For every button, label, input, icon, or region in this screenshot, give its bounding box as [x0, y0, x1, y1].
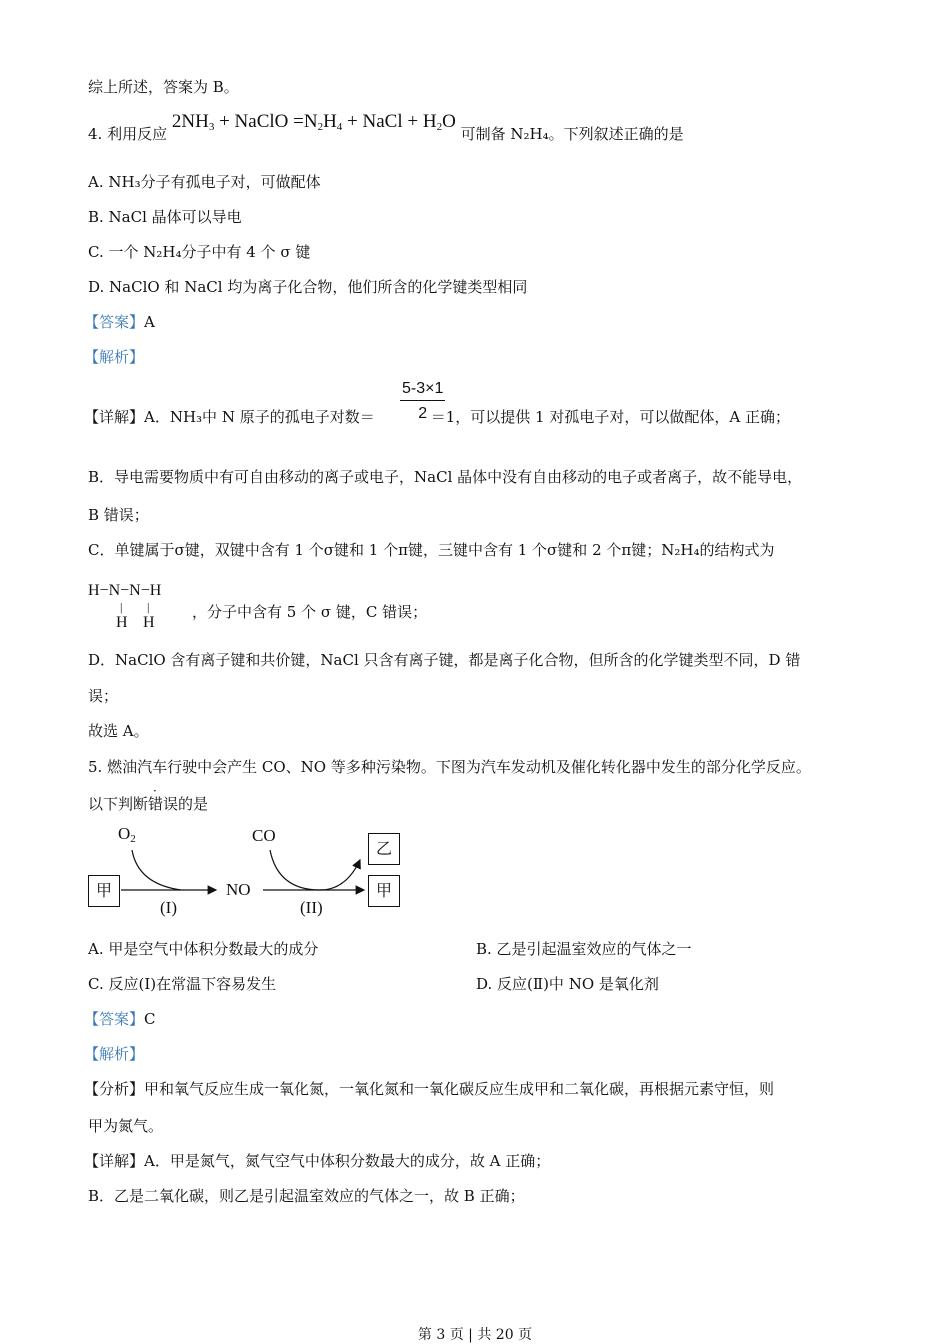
answer-value: C [144, 1010, 156, 1028]
q4-detail-d-2: 误； [88, 687, 119, 705]
stem-post: 的是 [178, 795, 209, 813]
no-label: NO [226, 880, 251, 899]
structure-h-2: H [143, 614, 155, 631]
q4-prefix: 4. 利用反应 [88, 125, 168, 143]
diagram-arrows [88, 822, 408, 922]
o2-text: O [118, 824, 131, 843]
structure-bond-1: | [120, 600, 123, 614]
q5-stem-1: 5. 燃油汽车行驶中会产生 CO、NO 等多种污染物。下图为汽车发动机及催化转化器中发生的部分化学反应。 [88, 758, 811, 776]
q4-stem [88, 111, 684, 143]
eq-part: O [442, 111, 456, 132]
eq-part: 2NH [171, 111, 209, 132]
stem-emphasis: 错误 [148, 795, 179, 813]
eq-sub: 4 [336, 121, 343, 133]
stem-pre: 以下判断 [88, 795, 149, 813]
box-yi: 乙 [368, 833, 400, 865]
answer-tag: 【答案】 [84, 313, 145, 331]
box-jia-end: 甲 [368, 875, 400, 907]
detail-a-prefix: 【详解】A．NH₃中 N 原子的孤电子对数＝ [84, 408, 375, 426]
structure-top: H−N−N−H [88, 582, 162, 599]
eq-sub: 2 [436, 121, 443, 133]
structure-bond-2: | [147, 600, 150, 614]
q4-option-a: A. NH₃分子有孤电子对，可做配体 [88, 173, 321, 191]
structure-h-1: H [116, 614, 128, 631]
page-footer: 第 3 页 | 共 20 页 [417, 1327, 533, 1343]
q4-option-c: C. 一个 N₂H₄分子中有 4 个 σ 键 [88, 243, 311, 261]
fraction-numerator: 5-3×1 [400, 380, 445, 401]
q4-option-d: D. NaClO 和 NaCl 均为离子化合物，他们所含的化学键类型相同 [88, 278, 528, 296]
q4-detail-d-1: D．NaClO 含有离子键和共价键，NaCl 只含有离子键，都是离子化合物，但所含的化学键类型不同，D 错 [88, 651, 801, 669]
o2-sub: 2 [130, 833, 136, 845]
q4-detail-b-1: B．导电需要物质中有可自由移动的离子或电子，NaCl 晶体中没有自由移动的电子或者离子，故不能导电， [88, 468, 803, 486]
q4-detail-c-1: C．单键属于σ键，双键中含有 1 个σ键和 1 个π键，三键中含有 1 个σ键和 2 个π键；N₂H₄的结构式为 [88, 541, 775, 559]
q4-detail-b-2: B 错误； [88, 506, 149, 524]
q4-option-b: B. NaCl 晶体可以导电 [88, 208, 242, 226]
q5-answer [84, 1009, 156, 1029]
reaction-2-label: (II) [300, 898, 323, 917]
q5-analysis-2: 甲为氮气。 [88, 1117, 164, 1135]
co-label: CO [252, 826, 276, 845]
q4-answer [84, 312, 155, 332]
detail-a-suffix: ＝1，可以提供 1 对孤电子对，可以做配体，A 正确； [430, 408, 790, 426]
answer-value: A [144, 313, 155, 331]
q5-detail-a: 【详解】A．甲是氮气，氮气空气中体积分数最大的成分，故 A 正确； [84, 1152, 551, 1170]
box-jia-start: 甲 [88, 875, 120, 907]
q5-analysis-1: 【分析】甲和氧气反应生成一氧化氮，一氧化氮和一氧化碳反应生成甲和二氧化碳，再根据元素守恒，则 [84, 1080, 775, 1098]
eq-sub: 3 [208, 121, 215, 133]
fraction-denominator: 2 [418, 405, 428, 422]
q4-analysis-tag: 【解析】 [84, 348, 145, 366]
eq-part: + NaClO =N [214, 111, 318, 132]
fraction [400, 380, 445, 423]
q5-option-c: C. 反应(Ⅰ)在常温下容易发生 [88, 975, 277, 993]
answer-tag: 【答案】 [84, 1010, 145, 1028]
q5-stem-2 [88, 794, 208, 814]
summary-line: 综上所述，答案为 B。 [88, 78, 239, 96]
o2-label [118, 824, 136, 845]
reaction-diagram [88, 822, 408, 922]
q5-option-d: D. 反应(Ⅱ)中 NO 是氧化剂 [476, 975, 659, 993]
q4-suffix: 可制备 N₂H₄。下列叙述正确的是 [460, 125, 684, 143]
q5-detail-b: B．乙是二氧化碳，则乙是引起温室效应的气体之一，故 B 正确； [88, 1187, 525, 1205]
q4-equation [172, 111, 456, 132]
q5-option-a: A. 甲是空气中体积分数最大的成分 [88, 940, 319, 958]
eq-part: + NaCl + H [342, 111, 437, 132]
q5-option-b: B. 乙是引起温室效应的气体之一 [476, 940, 692, 958]
q4-detail-c-2: ，分子中含有 5 个 σ 键，C 错误； [192, 603, 428, 621]
eq-part: H [323, 111, 337, 132]
q5-analysis-tag: 【解析】 [84, 1045, 145, 1063]
eq-sub: 2 [317, 121, 324, 133]
reaction-1-label: (I) [160, 898, 177, 917]
q4-conclusion: 故选 A。 [88, 722, 149, 740]
